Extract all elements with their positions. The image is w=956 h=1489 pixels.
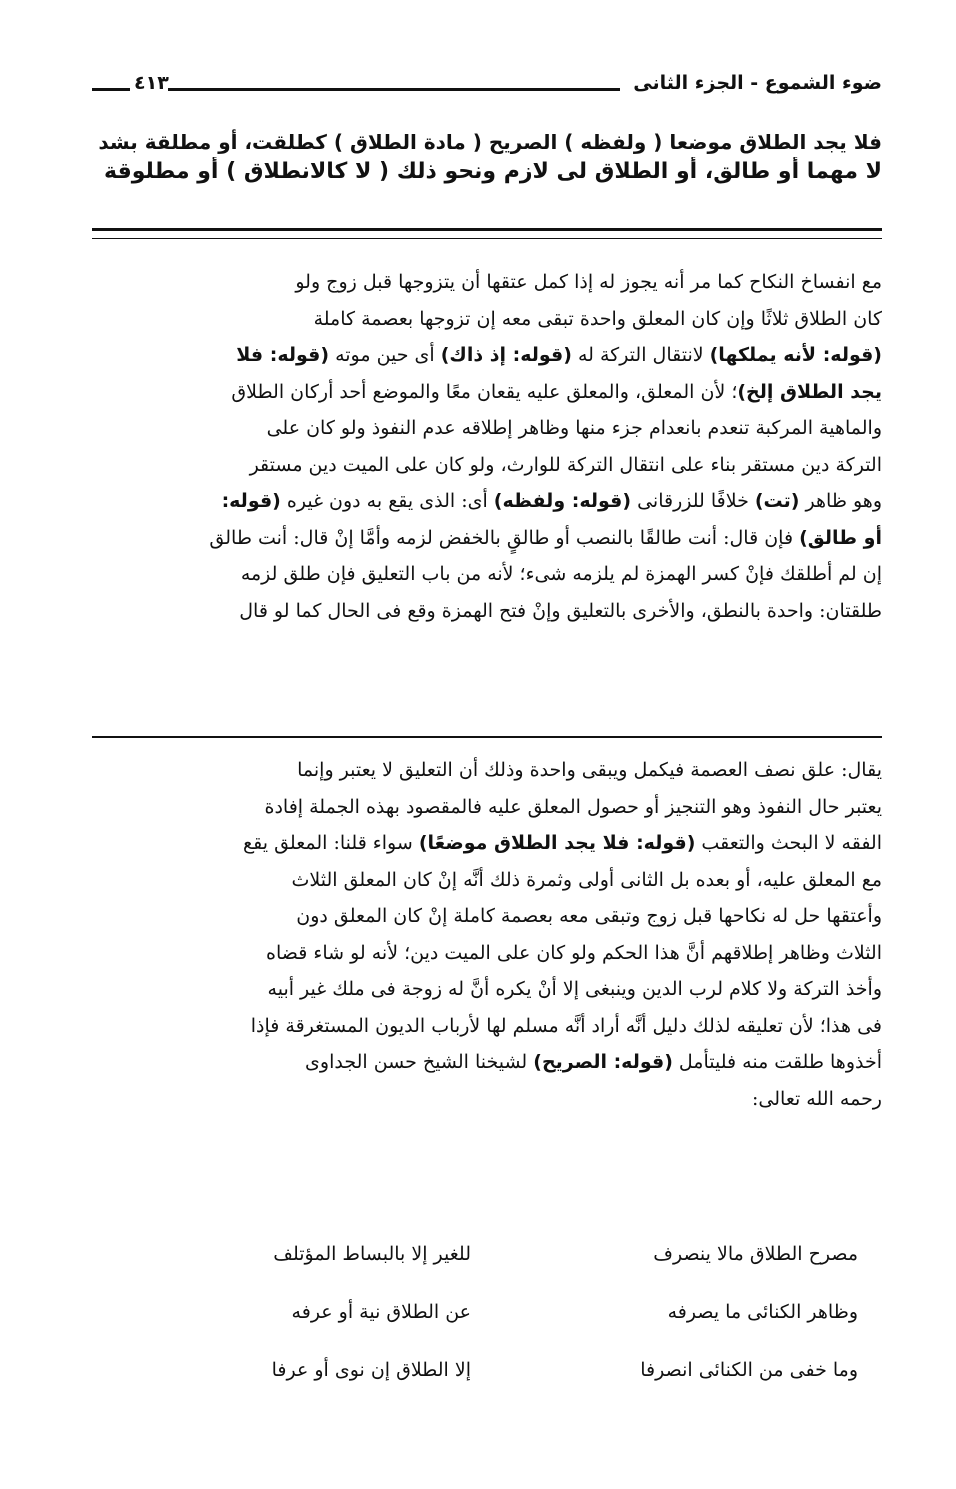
text-run: يقال: علق نصف العصمة فيكمل ويبقى واحدة وذلك أن التعليق لا يعتبر وإنما: [297, 759, 882, 781]
commentary-line: [92, 1008, 882, 1045]
verse-first-hemistich: وما خفى من الكنائى انصرفا: [640, 1359, 858, 1381]
bold-reference: (قوله: ولفظه): [493, 490, 632, 512]
matn-divider: [92, 228, 882, 239]
commentary-line: [92, 898, 882, 935]
text-run: فى هذا؛ لأن تعليقه لذلك دليل أنَّه أراد أنَّه مسلم لها لأرباب الديون المستغرقة فإذا: [250, 1014, 882, 1037]
text-run: والماهية المركبة تنعدم بانعدام جزء منها وظاهر إطلاقه عدم النفوذ ولو كان على: [266, 417, 882, 439]
text-run: وهو ظاهر: [799, 490, 882, 512]
text-run: إن لم أطلقك فإنْ كسر الهمزة لم يلزمه شىء؛ لأنه من باب التعليق فإن طلق لزمه: [240, 563, 882, 585]
bold-reference: (قوله: فلا: [236, 344, 330, 366]
text-run: مع المعلق عليه، أو بعده بل الثانى أولى وثمرة ذلك أنَّه إنْ كان المعلق الثلاث: [291, 868, 882, 891]
commentary-line: [92, 593, 882, 630]
verse-row: [92, 1350, 882, 1408]
matn-line: لا مهما أو طالق، أو الطلاق لى لازم ونحو ذلك ( لا كالانطلاق ) أو مطلوقة: [104, 159, 882, 184]
header-title: ضوء الشموع - الجزء الثانى: [633, 72, 882, 94]
text-run: أخذوها طلقت منه فليتأمل: [672, 1051, 882, 1073]
verse-block: [92, 1234, 882, 1408]
commentary-line: [92, 825, 882, 862]
verse-row: [92, 1234, 882, 1292]
verse-second-hemistich: للغير إلا بالبساط المؤتلف: [273, 1243, 471, 1265]
text-run: لشيخنا الشيخ حسن الجداوى: [305, 1051, 534, 1073]
page-number: ٤١٣: [134, 72, 169, 94]
bold-reference: (قوله: إذ ذاك): [440, 344, 572, 366]
commentary-line: [92, 752, 882, 789]
bold-reference: (قوله: فلا يجد الطلاق موضعًا): [418, 832, 696, 854]
text-run: أى حين موته: [329, 344, 441, 366]
commentary-line: [92, 410, 882, 447]
commentary-line: [92, 935, 882, 972]
text-run: الثلاث وظاهر إطلاقهم أنَّ هذا الحكم ولو كان على الميت دين؛ لأنه لو شاء قضاه: [266, 941, 882, 964]
text-run: وأعتقها حل له نكاحها قبل زوج وتبقى معه بعصمة كاملة إنْ كان المعلق دون: [296, 905, 882, 927]
text-run: خلافًا للزرقانى: [631, 490, 755, 512]
text-run: رحمه الله تعالى:: [752, 1087, 882, 1110]
bold-reference: يجد الطلاق إلخ): [737, 380, 882, 403]
verse-first-hemistich: وظاهر الكنائى ما يصرفه: [667, 1301, 858, 1323]
matn-line: فلا يجد الطلاق موضعا ( ولفظه ) الصريح ( مادة الطلاق ) كطلقت، أو مطلقة بشد: [98, 130, 882, 154]
verse-second-hemistich: عن الطلاق نية أو عرفه: [291, 1301, 471, 1323]
header-rule-middle: [168, 88, 620, 91]
text-run: كان الطلاق ثلاثًا وإن كان المعلق واحدة تبقى معه إن تزوجها بعصمة كاملة: [313, 307, 882, 330]
text-run: ؛ لأن المعلق، والمعلق عليه يقعان معًا والموضع أحد أركان الطلاق: [231, 380, 738, 403]
commentary-line: [92, 447, 882, 484]
commentary-lower: [92, 752, 882, 1117]
running-header: [92, 72, 882, 106]
verse-second-hemistich: إلا الطلاق إن نوى أو عرفا: [271, 1359, 471, 1381]
bold-reference: (قوله: الصريح): [533, 1051, 673, 1073]
commentary-line: [92, 1044, 882, 1081]
bold-reference: (قوله: لأنه يملكها): [709, 344, 882, 366]
commentary-line: [92, 374, 882, 411]
commentary-line: [92, 862, 882, 899]
verse-row: [92, 1292, 882, 1350]
commentary-divider: [92, 736, 882, 738]
verse-first-hemistich: مصرح الطلاق مالا ينصرف: [653, 1243, 858, 1265]
text-run: يعتبر حال النفوذ وهو التنجيز أو حصول المعلق عليه فالمقصود بهذه الجملة إفادة: [264, 795, 882, 818]
text-run: التركة دين مستقر بناء على انتقال التركة للوارث، ولو كان على الميت دين مستقر: [249, 453, 882, 476]
bold-reference: (تت): [754, 490, 800, 512]
text-run: وأخذ التركة ولا كلام لرب الدين وينبغى إلا أنْ يكره أنَّ له زوجة فى ملك غير أبيه: [267, 978, 882, 1000]
text-run: أى: الذى يقع به دون غيره: [280, 490, 494, 512]
header-rule-left: [92, 88, 126, 91]
bold-reference: (قوله:: [221, 490, 281, 512]
commentary-line: [92, 1081, 882, 1118]
matn-text: [92, 128, 882, 186]
text-run: سواء قلنا: المعلق يقع: [243, 832, 419, 854]
commentary-upper: [92, 264, 882, 629]
commentary-line: [92, 337, 882, 374]
commentary-line: [92, 789, 882, 826]
text-run: طلقتان: واحدة بالنطق، والأخرى بالتعليق وإنْ فتح الهمزة وقع فى الحال كما لو قال: [239, 599, 882, 622]
text-run: فإن قال: أنت طالقًا بالنصب أو طالقٍ بالخفض لزمه وأمَّا إنْ قال: أنت طالق: [209, 526, 800, 549]
text-run: الفقه لا البحث والتعقب: [695, 832, 882, 854]
text-run: لانتقال التركة له: [571, 344, 710, 366]
commentary-line: [92, 971, 882, 1008]
commentary-line: [92, 301, 882, 338]
commentary-line: [92, 556, 882, 593]
text-run: مع انفساخ النكاح كما مر أنه يجوز له إذا كمل عتقها أن يتزوجها قبل زوج ولو: [295, 271, 882, 293]
commentary-line: [92, 483, 882, 520]
commentary-line: [92, 520, 882, 557]
commentary-line: [92, 264, 882, 301]
bold-reference: أو طالق): [799, 526, 882, 549]
